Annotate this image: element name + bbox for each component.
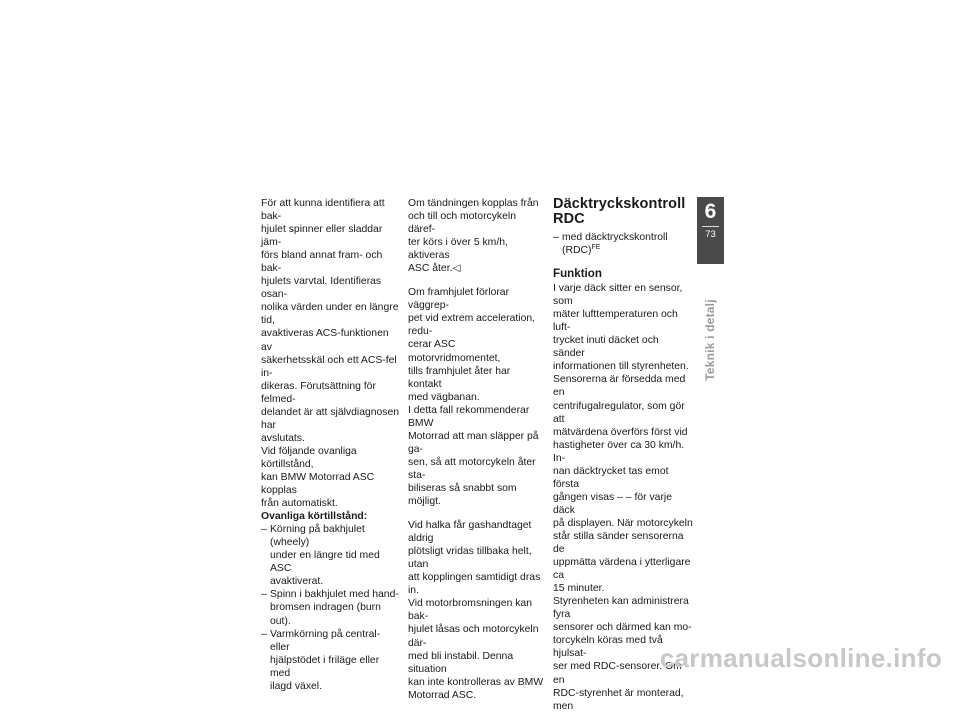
front-wheel-paragraph: Om framhjulet förlorar väggrep- pet vid extrem acceleration, redu- cerar ASC motorvridmomentet, tills framhjulet åter har kontakt med vägbanan. bbox=[408, 287, 536, 403]
sensor-paragraph: I varje däck sitter en sensor, som mäter lufttemperaturen och luft- trycket inuti däcket och sänder informationen till styrenheten. bbox=[553, 283, 689, 373]
text-column-middle bbox=[408, 197, 546, 702]
centrifugal-paragraph: Sensorerna är försedda med en centrifugalregulator, som gör att mätvärdena överförs först vid hastigheter över ca 30 km/h. In- nan däcktrycket tas emot första gången visas – – för varje däck på displayen. När motorcykeln står stilla sänder sensorerna de uppmätta värdena i ytterligare ca 15 minuter. bbox=[553, 374, 693, 595]
watermark: carmanualsonline.info bbox=[659, 643, 942, 673]
text-column-right bbox=[553, 197, 693, 713]
list-item: – Spinn i bakhjulet med hand- bromsen indragen (burn out). bbox=[261, 588, 401, 627]
control-unit-paragraph: Styrenheten kan administrera fyra sensorer och därmed kan mo- torcykeln köras med två hjulsat- ser med RDC-sensorer. Om en RDC-styrenhet är monterad, men bbox=[553, 596, 692, 712]
slippery-road-paragraph: Vid halka får gashandtaget aldrig plötsligt vridas tillbaka helt, utan att kopplingen samtidigt dras in. Vid motorbromsningen kan bak- hjulet låsas och motorcykeln där- med bli instabil. Denna situation kan inte kontrolleras av BMW Motorrad ASC. bbox=[408, 520, 544, 701]
page-number: 73 bbox=[705, 229, 716, 240]
intro-paragraph: För att kunna identifiera att bak- hjulet spinner eller sladdar jäm- förs bland annat fram- och bak- hjulets varvtal. Identifieras osan- nolika värden under en längre tid, avaktiveras ACS-funktionen av säkerhetsskäl och ett ACS-fel in- dikeras. Förutsättning för felmed- delandet är att självdiagnosen har avslutats. bbox=[261, 198, 400, 444]
list-item: – Körning på bakhjulet (wheely) under en längre tid med ASC avaktiverat. bbox=[261, 523, 401, 588]
auto-disable-paragraph: Vid följande ovanliga körtillstånd, kan BMW Motorrad ASC kopplas från automatiskt. bbox=[261, 445, 375, 510]
text-column-left bbox=[261, 197, 401, 693]
equipment-note bbox=[553, 231, 693, 257]
section-title: Däcktryckskontroll RDC bbox=[553, 196, 686, 227]
list-item: – med däcktryckskontroll (RDC)$^{FE}$ bbox=[553, 231, 693, 257]
recommendation-paragraph: I detta fall rekommenderar BMW Motorrad att man släpper på ga- sen, så att motorcykeln åter sta- biliseras så snabbt som möjligt. bbox=[408, 404, 539, 508]
unusual-conditions-heading: Ovanliga körtillstånd: bbox=[261, 511, 368, 523]
tab-divider bbox=[702, 226, 719, 227]
function-subtitle: Funktion bbox=[553, 267, 602, 281]
chapter-tab bbox=[697, 197, 724, 264]
unusual-conditions-list bbox=[261, 523, 401, 693]
equipment-superscript: FE bbox=[591, 244, 601, 252]
list-item: – Varmkörning på central- eller hjälpstödet i friläge eller med ilagd växel. bbox=[261, 628, 401, 693]
ignition-paragraph: Om tändningen kopplas från och till och motorcykeln däref- ter körs i över 5 km/h, aktiveras ASC åter.◁ bbox=[408, 198, 539, 275]
chapter-side-label: Teknik i detalj bbox=[703, 299, 717, 381]
chapter-number: 6 bbox=[704, 200, 717, 223]
